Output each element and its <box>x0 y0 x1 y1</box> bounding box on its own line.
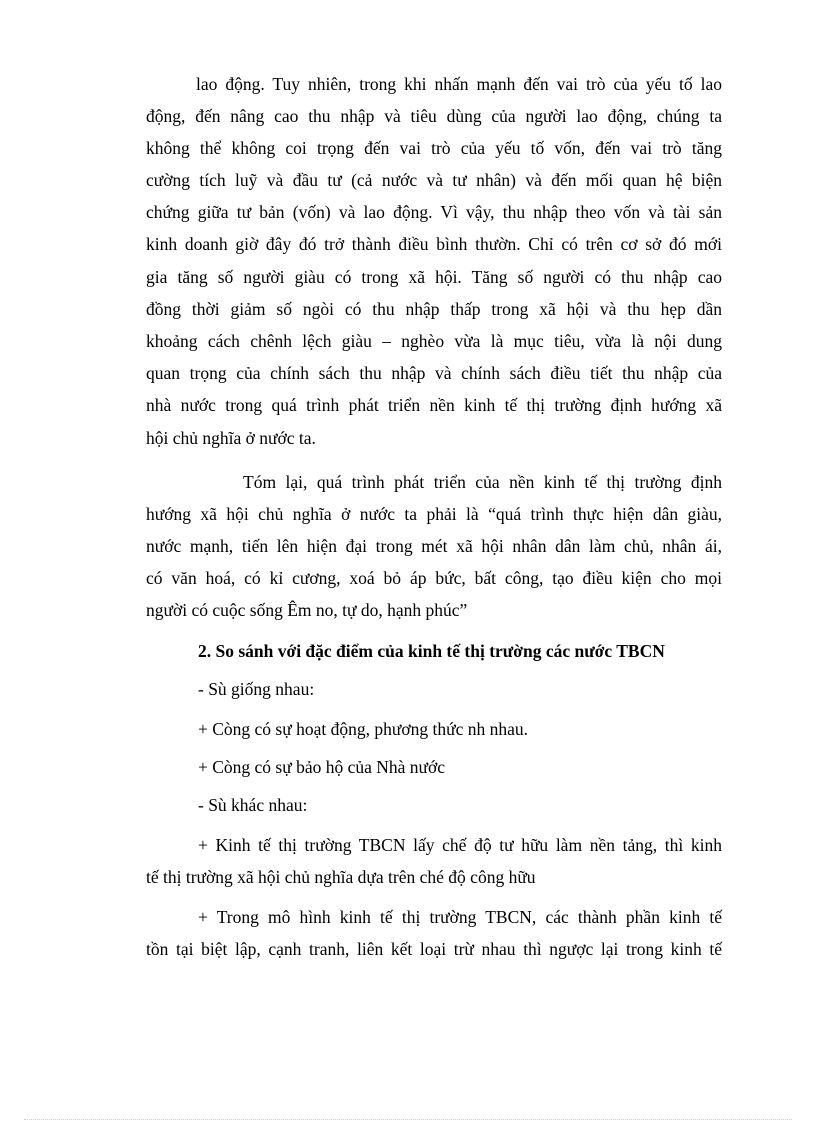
text-line: - Sù giống nhau: <box>198 679 315 699</box>
section-heading: 2. So sánh với đặc điểm của kinh tế thị trường các nước TBCN <box>198 641 665 661</box>
text-line: tế thị trường xã hội chủ nghĩa dựa trên ché độ công hữu <box>146 867 536 887</box>
text-line: gia tăng số người giàu có trong xã hội. Tăng số người có thu nhập cao <box>146 267 722 287</box>
text-line: - Sù khác nhau: <box>198 795 308 815</box>
text-line: + Còng có sự bảo hộ của Nhà nước <box>198 757 446 777</box>
text-line: động, đến nâng cao thu nhập và tiêu dùng của người lao động, chúng ta <box>146 106 722 126</box>
text-line: lao động. Tuy nhiên, trong khi nhấn mạnh đến vai trò của yếu tố lao <box>196 74 722 94</box>
text-line: đồng thời giảm số ngòi có thu nhập thấp trong xã hội và thu hẹp dần <box>146 299 722 319</box>
text-line: kinh doanh giờ đây đó trở thành điều bình thườn. Chỉ có trên cơ sở đó mới <box>146 234 722 254</box>
text-line: chứng giữa tư bản (vốn) và lao động. Vì vậy, thu nhập theo vốn và tài sản <box>146 202 722 222</box>
text-line: khoảng cách chênh lệch giàu – nghèo vừa là mục tiêu, vừa là nội dung <box>146 331 722 351</box>
text-line: có văn hoá, có kỉ cương, xoá bỏ áp bức, bất công, tạo điều kiện cho mọi <box>146 568 722 588</box>
text-line: hội chủ nghĩa ở nước ta. <box>146 428 316 448</box>
page-bottom-border <box>24 1119 792 1120</box>
text-line: + Trong mô hình kinh tế thị trường TBCN, các thành phần kinh tế <box>198 907 722 927</box>
text-line: quan trọng của chính sách thu nhập và chính sách điều tiết thu nhập của <box>146 363 722 383</box>
text-line: người có cuộc sống Êm no, tự do, hạnh phúc” <box>146 600 468 620</box>
text-line: tồn tại biệt lập, cạnh tranh, liên kết loại trừ nhau thì ngược lại trong kinh tế <box>146 939 722 959</box>
text-line: Tóm lại, quá trình phát triển của nền kinh tế thị trường định <box>243 472 722 492</box>
text-line: cường tích luỹ và đầu tư (cả nước và tư nhân) và đến mối quan hệ biện <box>146 170 722 190</box>
text-line: nước mạnh, tiến lên hiện đại trong mét xã hội nhân dân làm chủ, nhân ái, <box>146 536 722 556</box>
text-line: không thể không coi trọng đến vai trò của yếu tố vốn, đến vai trò tăng <box>146 138 722 158</box>
text-line: + Kinh tế thị trường TBCN lấy chế độ tư hữu làm nền tảng, thì kinh <box>198 835 722 855</box>
text-line: hướng xã hội chủ nghĩa ở nước ta phải là “quá trình thực hiện dân giàu, <box>146 504 722 524</box>
text-line: + Còng có sự hoạt động, phương thức nh nhau. <box>198 719 528 739</box>
text-line: nhà nước trong quá trình phát triển nền kinh tế thị trường định hướng xã <box>146 395 722 415</box>
